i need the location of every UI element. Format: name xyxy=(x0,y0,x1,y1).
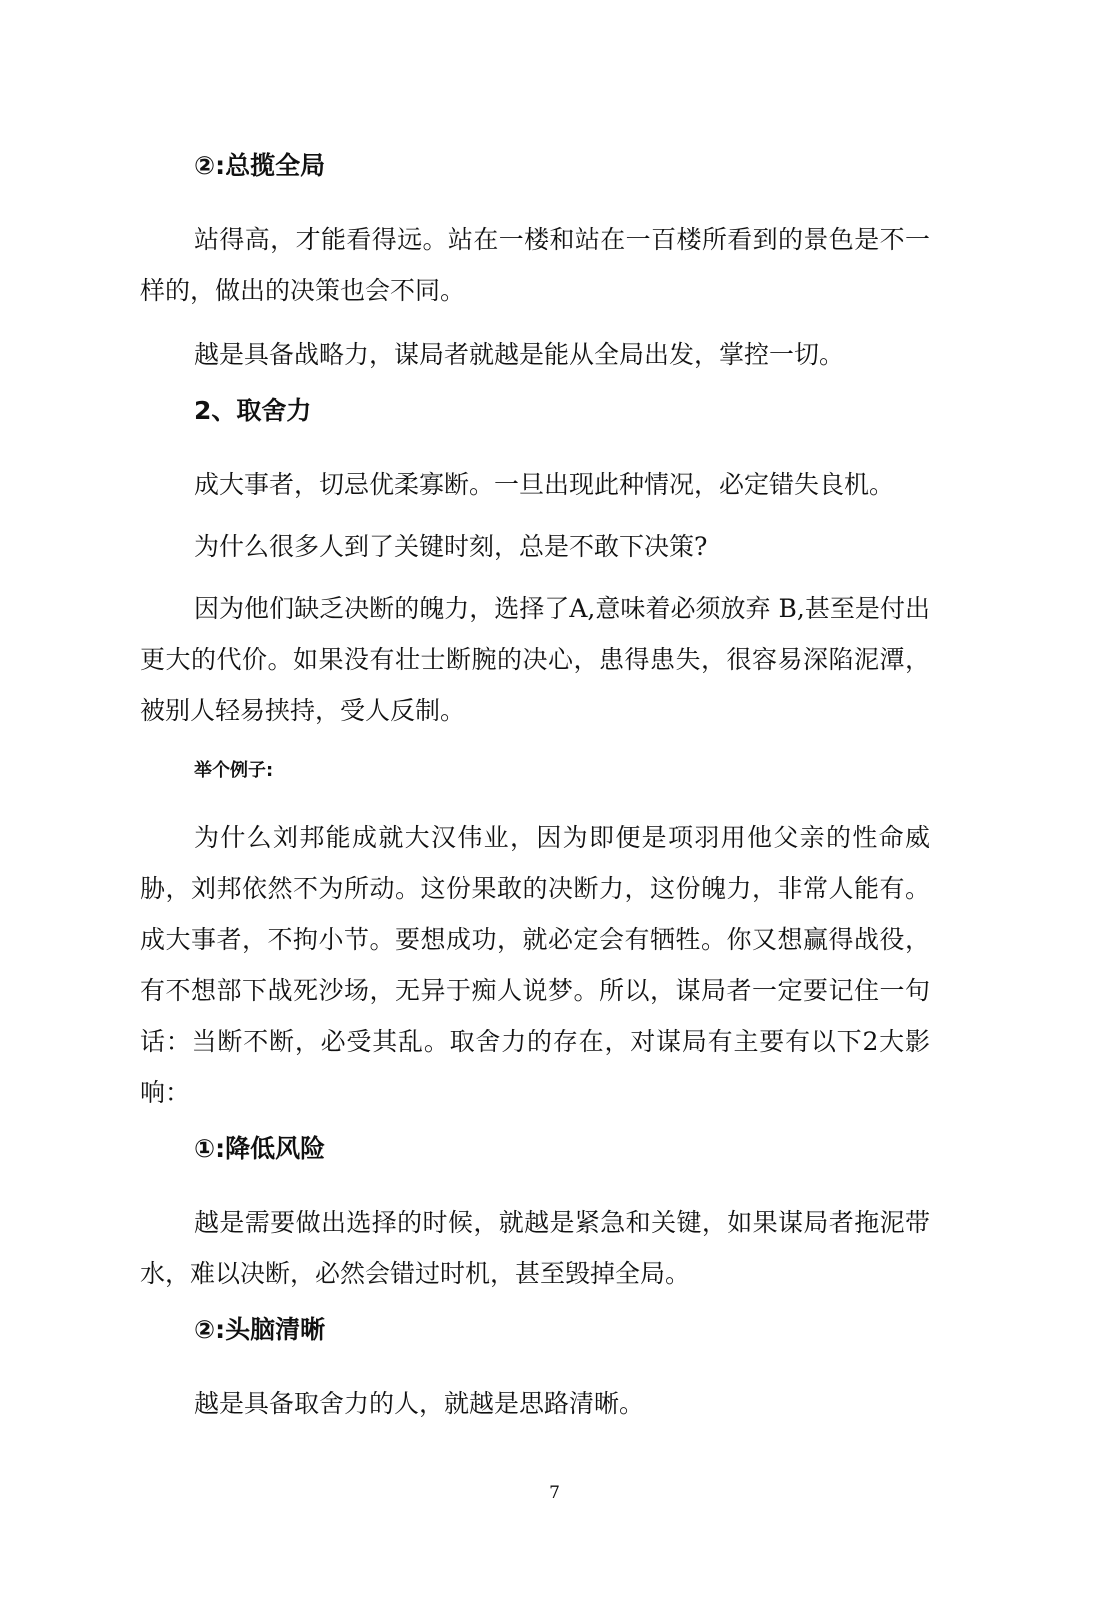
paragraph: 为什么很多人到了关键时刻，总是不敢下决策? xyxy=(194,532,708,561)
paragraph: 成大事者，切忌优柔寡断。一旦出现此种情况，必定错失良机。 xyxy=(194,470,895,499)
paragraph: 为什么刘邦能成就大汉伟业，因为即便是项羽用他父亲的性命威胁，刘邦依然不为所动。这份果敢的决断力，这份魄力，非常人能有。成大事者，不拘小节。要想成功，就必定会有牺牲。你又想赢得战役，有不想部下战死沙场，无异于痴人说梦。所以，谋局者一定要记住一句话：当断不断，必受其乱。取舍力的存在，对谋局有主要有以下2大影响： xyxy=(140,823,930,1107)
page-number: 7 xyxy=(549,1483,560,1503)
paragraph: 越是具备取舍力的人，就越是思路清晰。 xyxy=(194,1389,645,1418)
section-heading-reduce-risk: ①:降低风险 xyxy=(194,1134,326,1163)
paragraph: 因为他们缺乏决断的魄力，选择了A,意味着必须放弃 B,甚至是付出更大的代价。如果没有壮士断腕的决心，患得患失，很容易深陷泥潭，被别人轻易挟持，受人反制。 xyxy=(140,594,930,725)
paragraph: 站得高，才能看得远。站在一楼和站在一百楼所看到的景色是不一样的，做出的决策也会不同。 xyxy=(140,225,930,305)
section-heading-choice-power: 2、取舍力 xyxy=(194,396,312,425)
paragraph: 越是具备战略力，谋局者就越是能从全局出发，掌控一切。 xyxy=(194,340,845,369)
example-heading: 举个例子: xyxy=(194,760,274,781)
section-heading-overall: ②:总揽全局 xyxy=(194,151,326,180)
paragraph: 越是需要做出选择的时候，就越是紧急和关键，如果谋局者拖泥带水，难以决断，必然会错过时机，甚至毁掉全局。 xyxy=(140,1208,930,1288)
document-body xyxy=(140,148,930,1442)
section-heading-clear-mind: ②:头脑清晰 xyxy=(194,1315,326,1344)
